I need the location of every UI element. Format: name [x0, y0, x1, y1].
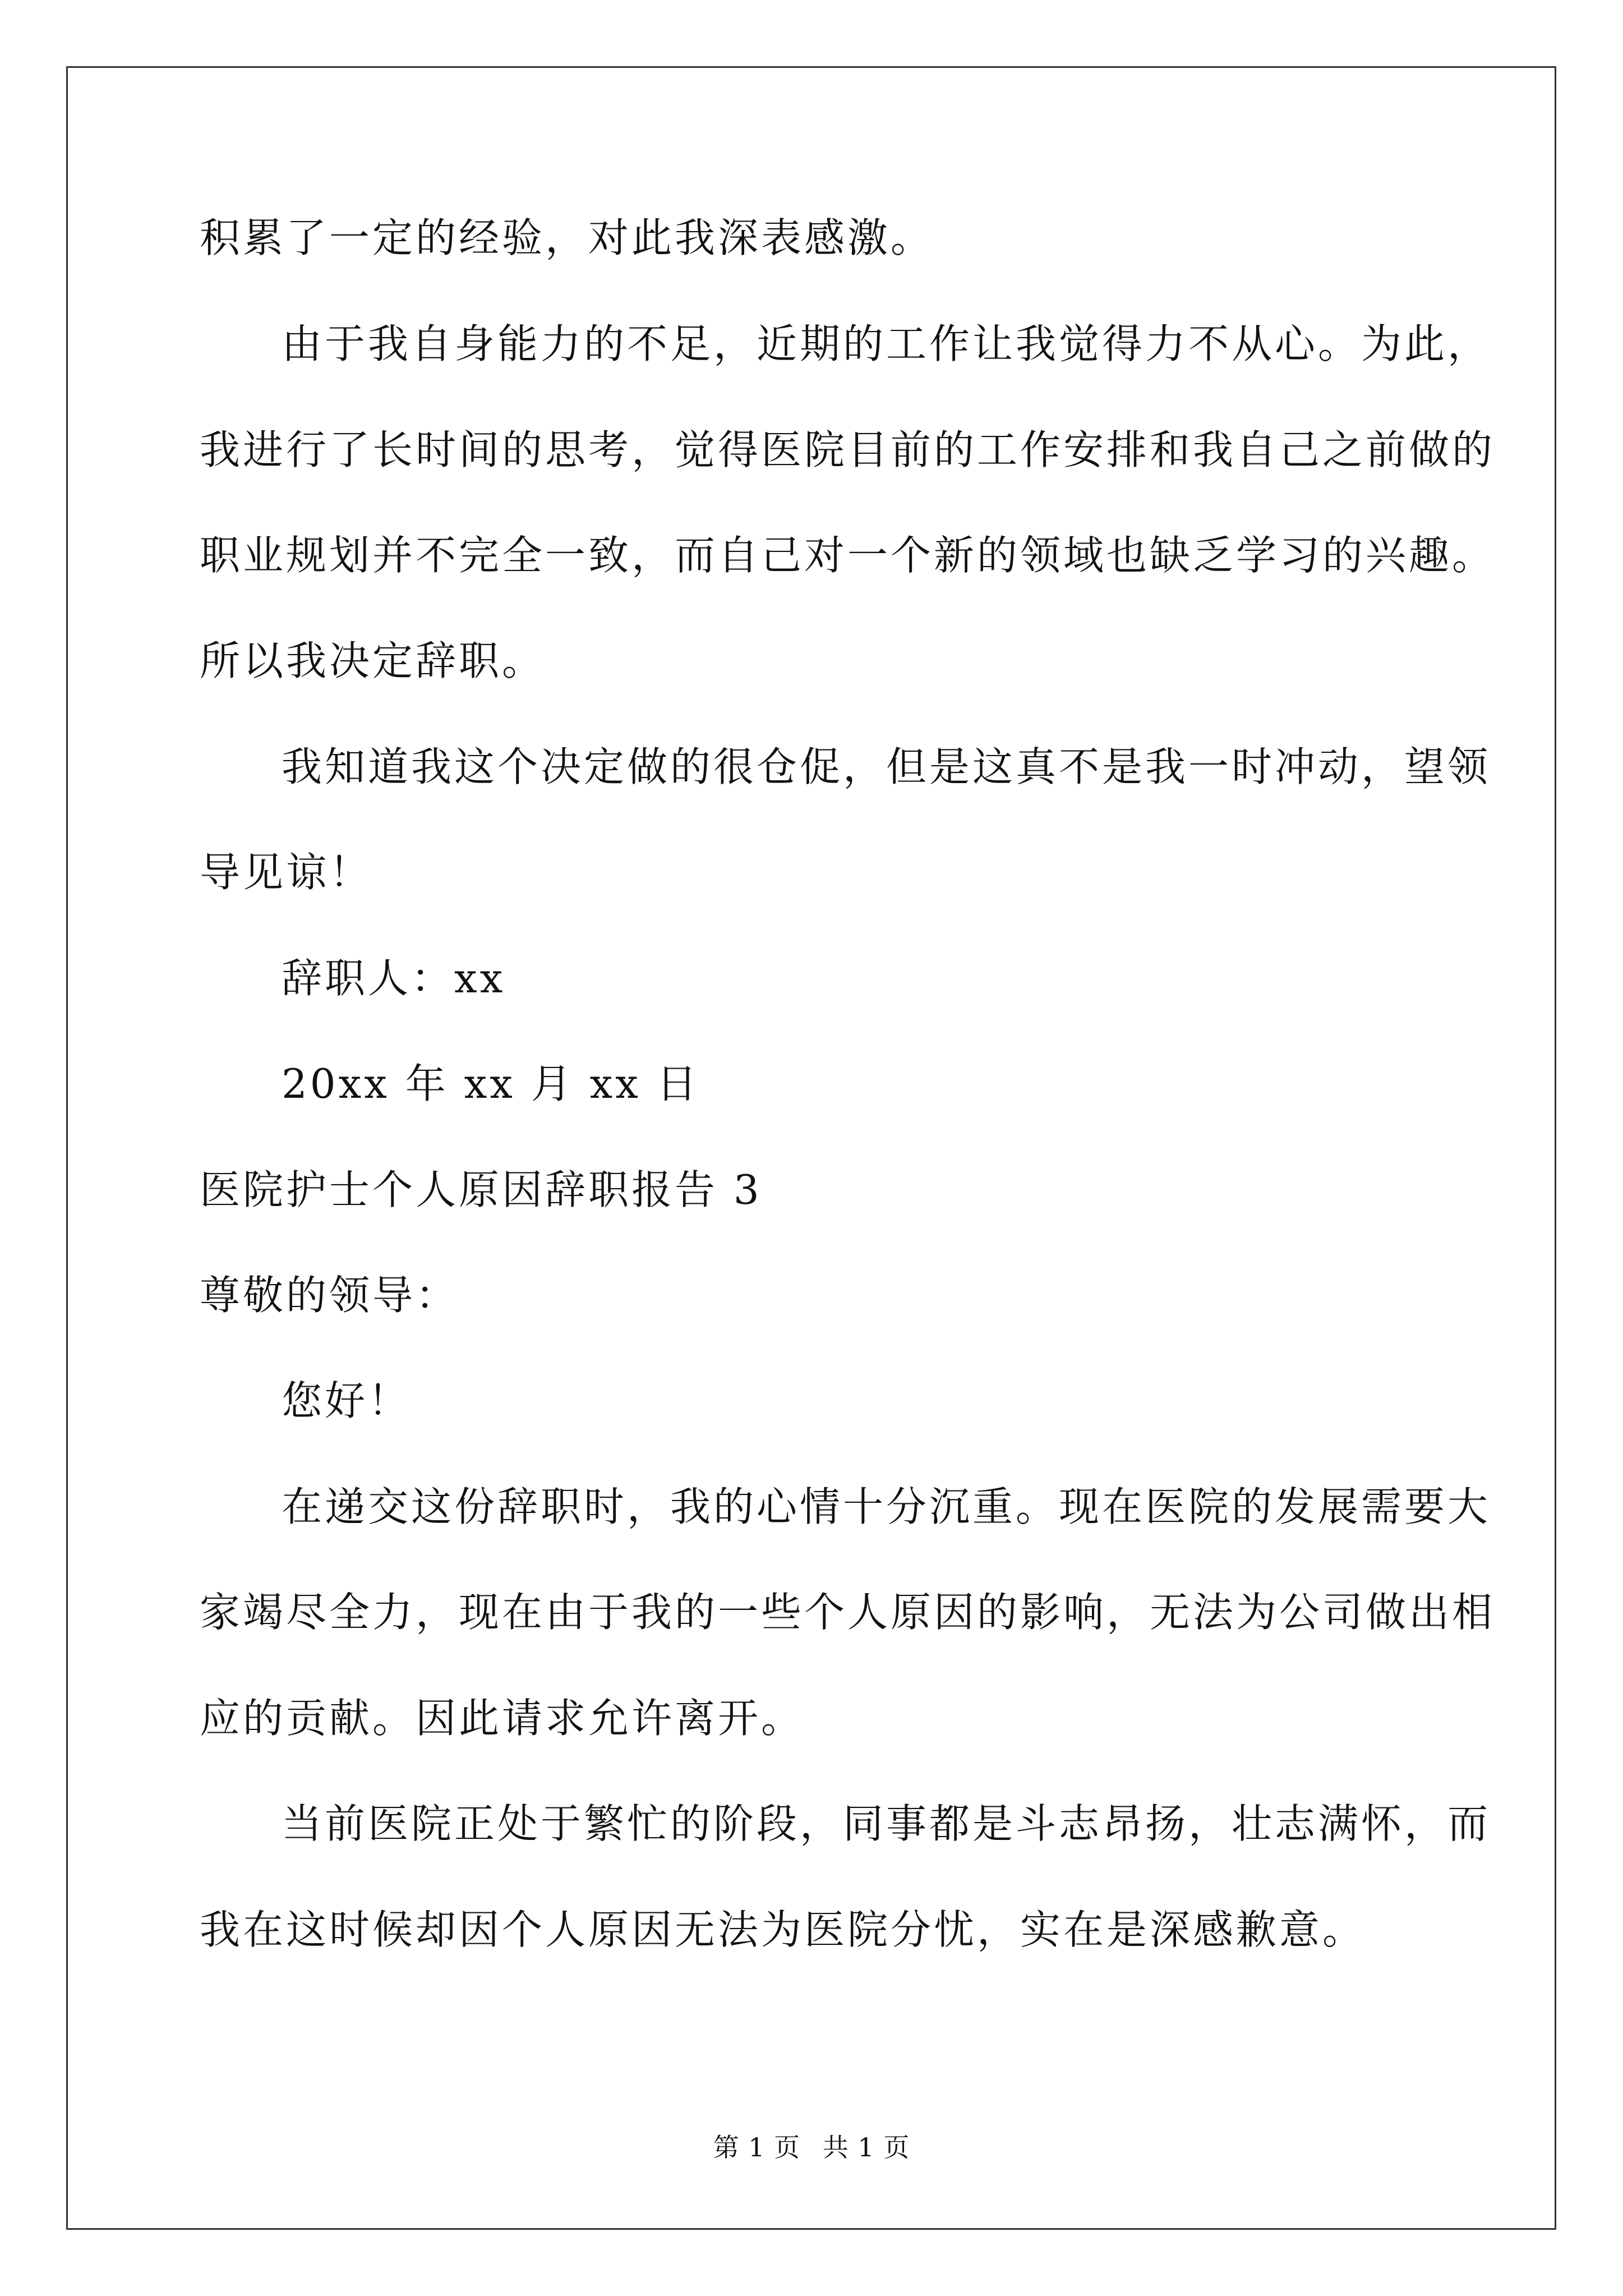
- body-line: 当前医院正处于繁忙的阶段，同事都是斗志昂扬，壮志满怀，而: [282, 1800, 1491, 1847]
- body-line: 我在这时候却因个人原因无法为医院分忧，实在是深感歉意。: [200, 1906, 1366, 1953]
- greeting: 您好！: [282, 1377, 412, 1424]
- body-line: 所以我决定辞职。: [200, 637, 546, 684]
- body-line: 积累了一定的经验，对此我深表感激。: [200, 214, 934, 261]
- salutation: 尊敬的领导：: [200, 1272, 459, 1319]
- body-line: 我进行了长时间的思考，觉得医院目前的工作安排和我自己之前做的: [200, 426, 1496, 473]
- body-line: 导见谅！: [200, 849, 373, 896]
- date-line: 20xx 年 xx 月 xx 日: [282, 1060, 700, 1107]
- page-footer: [0, 2131, 1623, 2164]
- page-number-total: 共 1 页: [822, 2132, 910, 2162]
- body-line: 我知道我这个决定做的很仓促，但是这真不是我一时冲动，望领: [282, 743, 1491, 790]
- body-line: 由于我自身能力的不足，近期的工作让我觉得力不从心。为此，: [282, 320, 1491, 367]
- body-line: 职业规划并不完全一致，而自己对一个新的领域也缺乏学习的兴趣。: [200, 532, 1496, 579]
- page-number-current: 第 1 页: [713, 2132, 801, 2162]
- body-line: 在递交这份辞职时，我的心情十分沉重。现在医院的发展需要大: [282, 1483, 1491, 1530]
- body-line: 应的贡献。因此请求允许离开。: [200, 1695, 805, 1742]
- section-title: 医院护士个人原因辞职报告 3: [200, 1166, 762, 1213]
- body-line: 家竭尽全力，现在由于我的一些个人原因的影响，无法为公司做出相: [200, 1589, 1496, 1636]
- signature-line: 辞职人：xx: [282, 955, 506, 1002]
